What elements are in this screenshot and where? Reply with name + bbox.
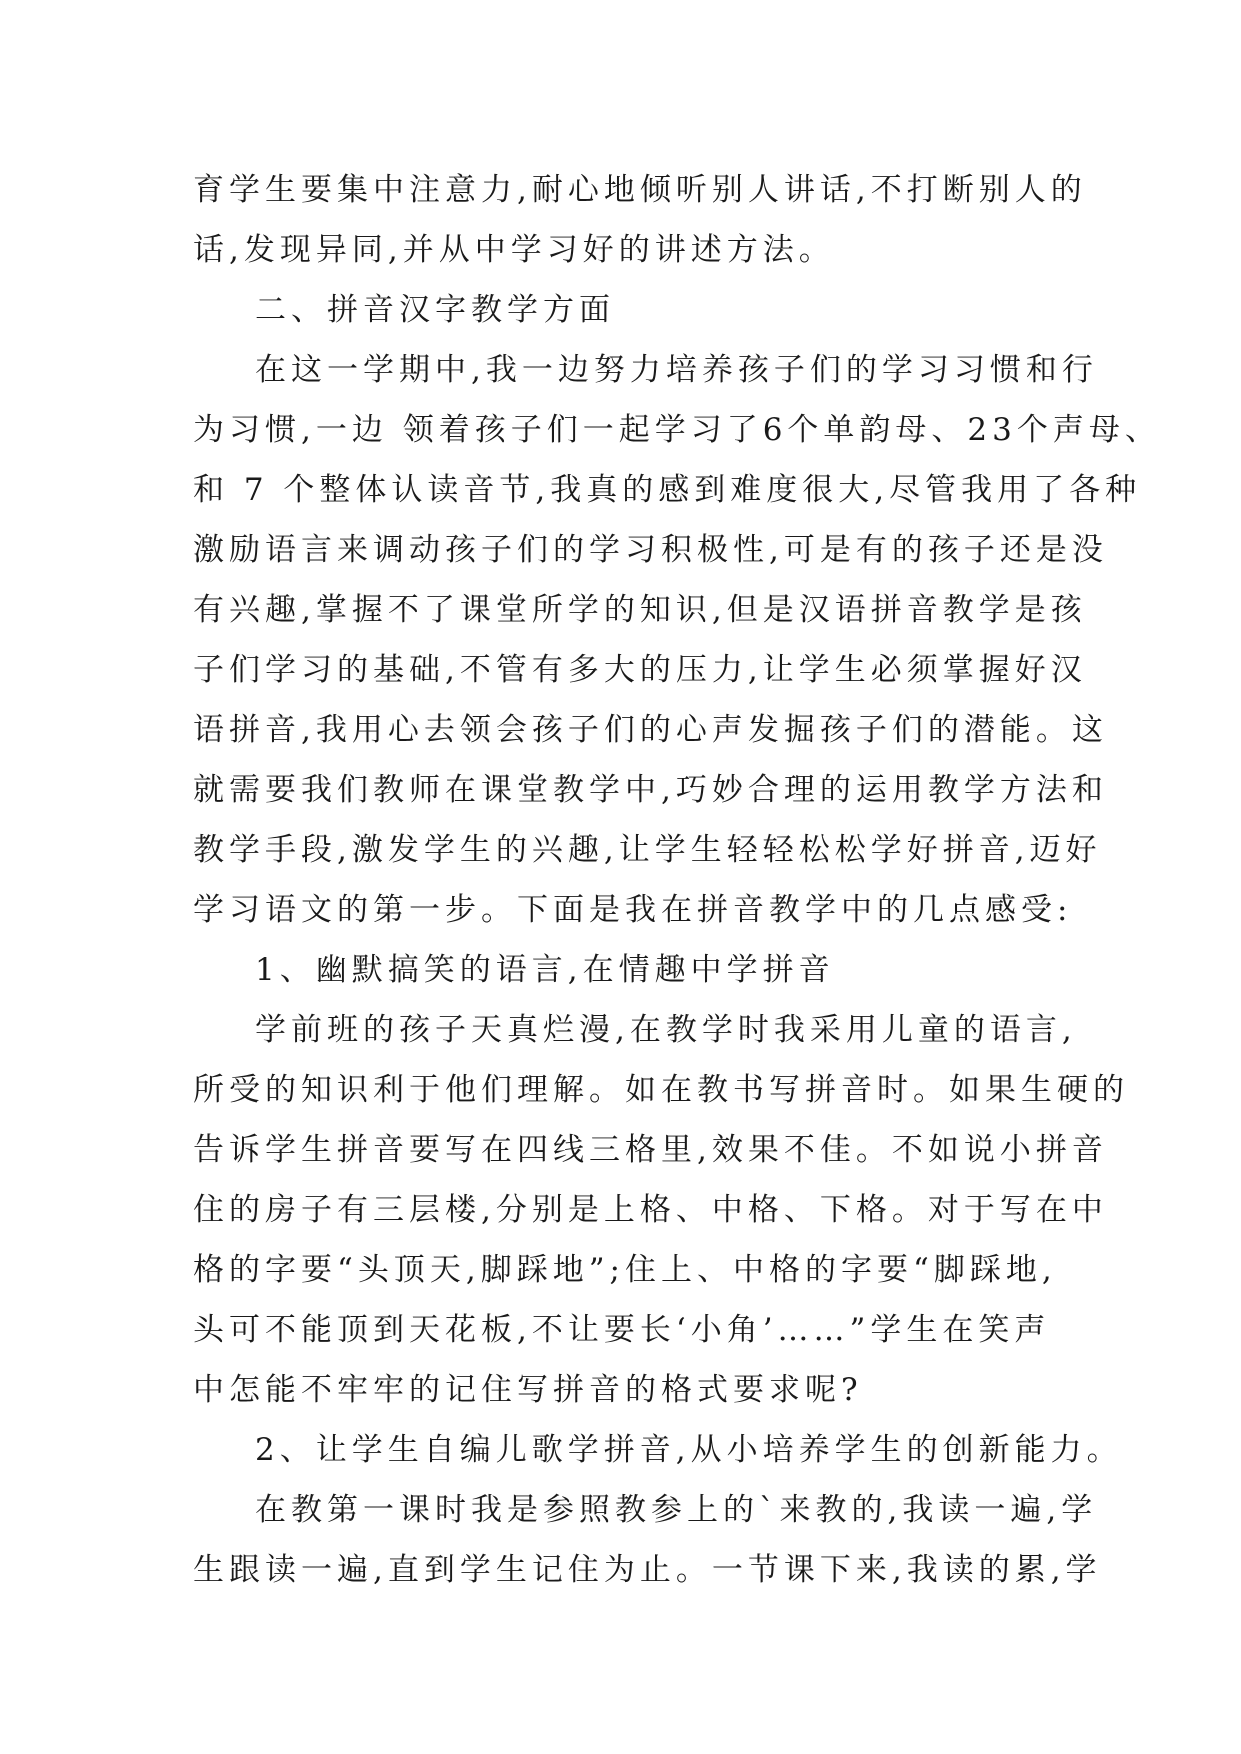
text-line: 住的房子有三层楼,分别是上格、中格、下格。对于写在中 — [193, 1192, 1108, 1228]
text-line: 子们学习的基础,不管有多大的压力,让学生必须掌握好汉 — [193, 652, 1087, 688]
text-line: 育学生要集中注意力,耐心地倾听别人讲话,不打断别人的 — [193, 172, 1087, 208]
text-line: 就需要我们教师在课堂教学中,巧妙合理的运用教学方法和 — [193, 772, 1108, 808]
text-line: 学前班的孩子天真烂漫,在教学时我采用儿童的语言, — [255, 1012, 1077, 1048]
text-line: 语拼音,我用心去领会孩子们的心声发掘孩子们的潜能。这 — [193, 712, 1108, 748]
text-line: 告诉学生拼音要写在四线三格里,效果不佳。不如说小拼音 — [193, 1132, 1108, 1168]
text-line: 话,发现异同,并从中学习好的讲述方法。 — [193, 232, 835, 268]
text-line: 教学手段,激发学生的兴趣,让学生轻轻松松学好拼音,迈好 — [193, 832, 1102, 868]
text-line: 为习惯,一边 领着孩子们一起学习了6个单韵母、23个声母、 — [193, 412, 1161, 448]
text-line: 头可不能顶到天花板,不让要长‘小角’……”学生在笑声 — [193, 1312, 1051, 1348]
document-page — [193, 160, 1161, 1600]
text-line: 有兴趣,掌握不了课堂所学的知识,但是汉语拼音教学是孩 — [193, 592, 1087, 628]
text-line: 学习语文的第一步。下面是我在拼音教学中的几点感受: — [193, 892, 1073, 928]
text-line: 所受的知识利于他们理解。如在教书写拼音时。如果生硬的 — [193, 1072, 1129, 1108]
section-heading: 二、拼音汉字教学方面 — [255, 292, 615, 328]
text-line: 格的字要“头顶天,脚踩地”;住上、中格的字要“脚踩地, — [193, 1252, 1057, 1288]
text-line: 在教第一课时我是参照教参上的`来教的,我读一遍,学 — [255, 1492, 1098, 1528]
text-line: 中怎能不牢牢的记住写拼音的格式要求呢? — [193, 1372, 863, 1408]
text-line: 激励语言来调动孩子们的学习积极性,可是有的孩子还是没 — [193, 532, 1108, 568]
text-line: 和 7 个整体认读音节,我真的感到难度很大,尽管我用了各种 — [193, 472, 1142, 508]
text-line: 在这一学期中,我一边努力培养孩子们的学习习惯和行 — [255, 352, 1098, 388]
text-line: 生跟读一遍,直到学生记住为止。一节课下来,我读的累,学 — [193, 1552, 1102, 1588]
subsection-heading: 1、幽默搞笑的语言,在情趣中学拼音 — [255, 952, 835, 988]
subsection-heading: 2、让学生自编儿歌学拼音,从小培养学生的创新能力。 — [255, 1432, 1123, 1468]
